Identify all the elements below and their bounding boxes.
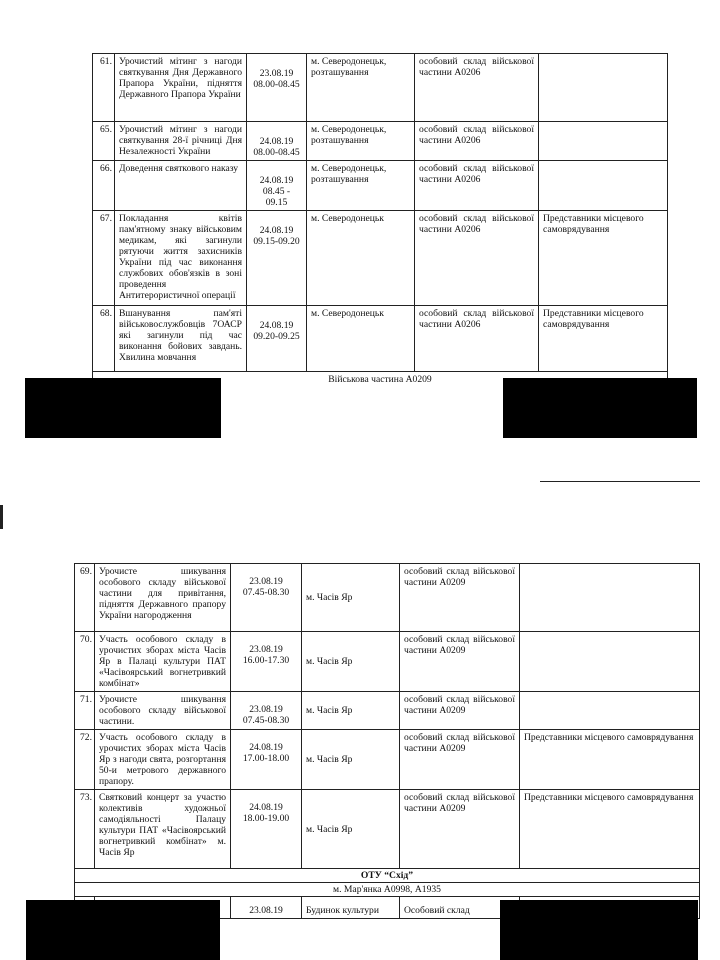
event-cell: Урочисте шикування особового складу військової частини для привітання, підняття Державного прапору України нагородження <box>95 564 231 632</box>
row-number: 73. <box>75 790 95 869</box>
place-cell: Будинок культури <box>302 897 400 919</box>
table-row <box>75 564 700 632</box>
guests-cell <box>520 692 700 730</box>
date-cell <box>231 790 302 869</box>
date-value: 24.08.19 <box>259 225 294 236</box>
date-cell <box>247 306 307 372</box>
participants-cell: особовий склад військової частини А0209 <box>400 730 520 790</box>
guests-cell <box>539 122 668 161</box>
upper-schedule-table <box>92 53 668 387</box>
participants-cell: особовий склад військової частини А0206 <box>415 122 539 161</box>
section-row-otu <box>75 869 700 883</box>
row-number: 66. <box>93 161 115 211</box>
guests-cell: Представники місцевого самоврядування <box>520 790 700 869</box>
redaction-block-bottom-left <box>26 900 220 960</box>
participants-cell: особовий склад військової частини А0206 <box>415 306 539 372</box>
section-title-a0209: Військова частина А0209 <box>93 372 668 388</box>
place-cell: м. Северодонецьк <box>307 306 415 372</box>
row-number: 61. <box>93 54 115 122</box>
section-title-otu: ОТУ “Схід” <box>360 870 414 881</box>
place-cell: м. Часів Яр <box>302 564 400 632</box>
row-number: 72. <box>75 730 95 790</box>
row-number: 70. <box>75 632 95 692</box>
participants-cell: особовий склад військової частини А0209 <box>400 790 520 869</box>
guests-cell <box>539 161 668 211</box>
place-cell: м. Северодонецьк, розташування <box>307 161 415 211</box>
table-row <box>93 306 668 372</box>
table-row <box>75 790 700 869</box>
place-cell: м. Часів Яр <box>302 632 400 692</box>
row-number: 69. <box>75 564 95 632</box>
guests-cell: Представники місцевого самоврядування <box>539 211 668 306</box>
time-value: 08.45 - 09.15 <box>262 186 291 208</box>
event-cell: Покладання квітів пам'ятному знаку військовим медикам, які загинули рятуючи життя захисників України під час виконання службових обов'язків в зоні проведення Антитерористичної операції <box>115 211 247 306</box>
scan-artifact-edge <box>0 505 3 529</box>
place-cell: м. Часів Яр <box>302 790 400 869</box>
lower-schedule-table <box>74 563 700 919</box>
date-value: 23.08.19 <box>259 68 294 79</box>
redaction-block-top-right <box>503 378 697 438</box>
guests-cell: Представники місцевого самоврядування <box>520 730 700 790</box>
date-cell <box>247 54 307 122</box>
time-value: 07.45-08.30 <box>242 715 290 726</box>
guests-cell <box>520 632 700 692</box>
participants-cell: Особовий склад <box>400 897 520 919</box>
table-row <box>75 692 700 730</box>
participants-cell: особовий склад військової частини А0209 <box>400 564 520 632</box>
row-number: 71. <box>75 692 95 730</box>
time-value: 09.15-09.20 <box>253 236 300 247</box>
event-cell: Урочистий мітинг з нагоди святкування 28-ї річниці Дня Незалежності України <box>115 122 247 161</box>
table-row <box>93 122 668 161</box>
date-cell <box>247 161 307 211</box>
participants-cell: особовий склад військової частини А0206 <box>415 161 539 211</box>
place-cell: м. Часів Яр <box>302 730 400 790</box>
event-cell: Участь особового складу в урочистих зборах міста Часів Яр з нагоди свята, розгортання 50-и метрового державного прапору. <box>95 730 231 790</box>
participants-cell: особовий склад військової частини А0209 <box>400 692 520 730</box>
participants-cell: особовий склад військової частини А0206 <box>415 54 539 122</box>
time-value: 09.20-09.25 <box>253 331 300 342</box>
redaction-block-bottom-right <box>500 900 698 960</box>
table-row <box>93 54 668 122</box>
time-value: 16.00-17.30 <box>242 655 290 666</box>
table-row <box>75 730 700 790</box>
time-value: 07.45-08.30 <box>242 587 290 598</box>
time-value: 08.00-08.45 <box>253 79 300 90</box>
date-value: 24.08.19 <box>259 136 294 147</box>
table-row <box>93 211 668 306</box>
date-value: 23.08.19 <box>249 644 283 655</box>
date-value: 24.08.19 <box>259 320 294 331</box>
date-value: 23.08.19 <box>249 576 283 587</box>
time-value: 08.00-08.45 <box>253 147 300 158</box>
guests-cell: Представники місцевого самоврядування <box>539 306 668 372</box>
date-value: 24.08.19 <box>249 742 283 753</box>
guests-cell <box>539 54 668 122</box>
guests-cell <box>520 564 700 632</box>
place-cell: м. Часів Яр <box>302 692 400 730</box>
event-cell: Урочисте шикування особового складу військової частини. <box>95 692 231 730</box>
row-number: 67. <box>93 211 115 306</box>
table-row <box>93 161 668 211</box>
event-cell: Святковий концерт за участю колективів художньої самодіяльності Палацу культури ПАТ «Часівоярський вогнетривкий комбінат» м. Часів Яр <box>95 790 231 869</box>
place-cell: м. Северодонецьк, розташування <box>307 54 415 122</box>
date-cell <box>231 564 302 632</box>
section-subtitle-maryanka: м. Мар'янка А0998, А1935 <box>75 883 700 897</box>
redaction-block-top-left <box>25 378 221 438</box>
event-cell: Вшанування пам'яті військовослужбовців 7ОАСР які загинули під час виконання бойових завдань. Хвилина мовчання <box>115 306 247 372</box>
row-number: 65. <box>93 122 115 161</box>
time-value: 17.00-18.00 <box>242 753 290 764</box>
date-cell: 23.08.19 <box>231 897 302 919</box>
date-value: 24.08.19 <box>249 802 283 813</box>
row-number: 68. <box>93 306 115 372</box>
date-cell <box>231 692 302 730</box>
date-value: 23.08.19 <box>249 704 283 715</box>
section-row-maryanka <box>75 883 700 897</box>
date-cell <box>231 730 302 790</box>
time-value: 18.00-19.00 <box>242 813 290 824</box>
table-row <box>75 632 700 692</box>
event-cell: Урочистий мітинг з нагоди святкування Дня Державного Прапора України, підняття Державного Прапора України <box>115 54 247 122</box>
date-value: 24.08.19 <box>259 175 294 186</box>
place-cell: м. Северодонецьк, розташування <box>307 122 415 161</box>
participants-cell: особовий склад військової частини А0209 <box>400 632 520 692</box>
place-cell: м. Северодонецьк <box>307 211 415 306</box>
date-cell <box>231 632 302 692</box>
date-cell <box>247 211 307 306</box>
date-cell <box>247 122 307 161</box>
event-cell: Участь особового складу в урочистих зборах міста Часів Яр в Палаці культури ПАТ «Часівоярський вогнетривкий комбінат» <box>95 632 231 692</box>
event-cell: Доведення святкового наказу <box>115 161 247 211</box>
participants-cell: особовий склад військової частини А0206 <box>415 211 539 306</box>
scan-artifact-line <box>540 481 700 482</box>
